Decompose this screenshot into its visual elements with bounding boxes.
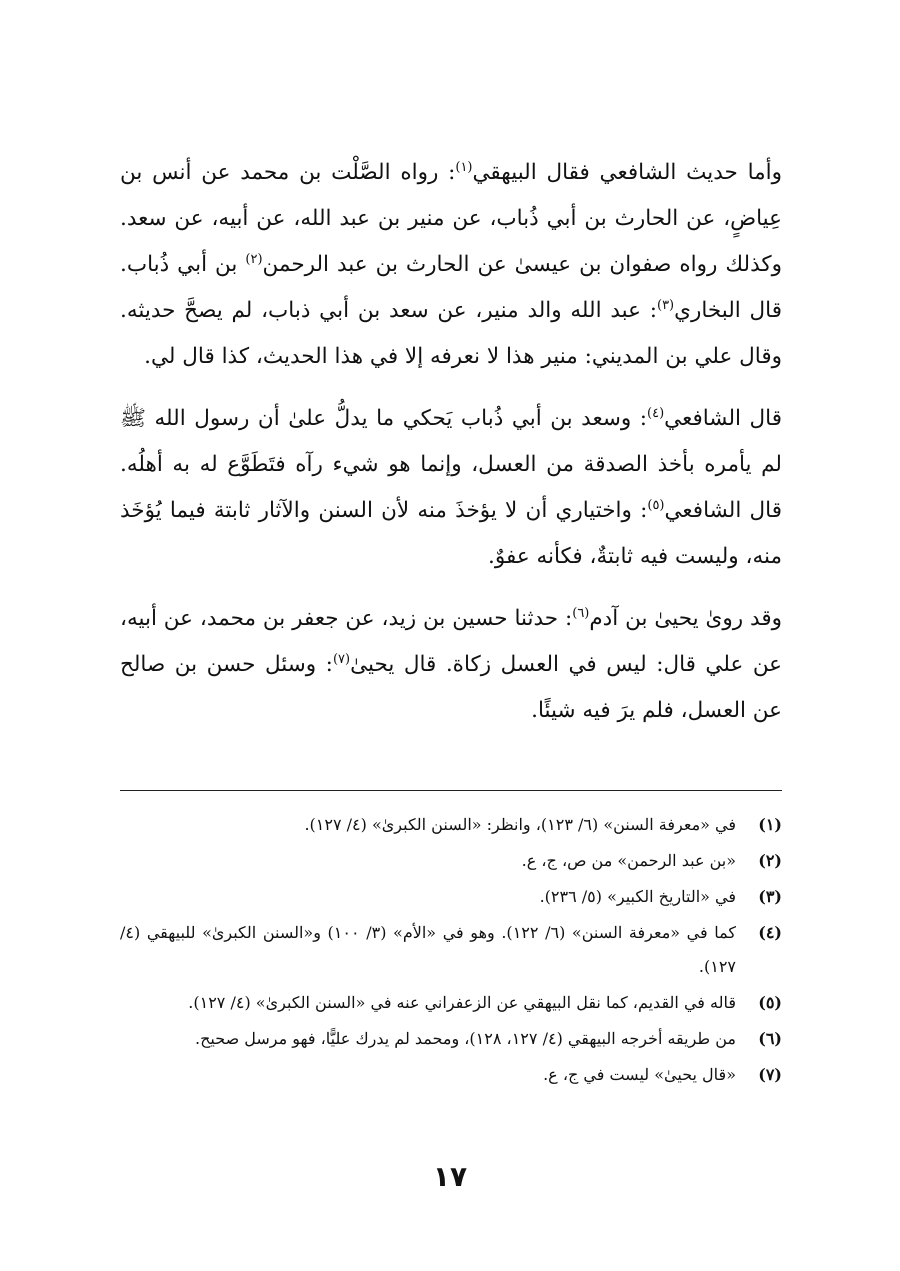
footnote bbox=[120, 1058, 782, 1092]
footnotes bbox=[120, 808, 782, 1094]
footnote bbox=[120, 844, 782, 878]
footnote-number: (٣) bbox=[758, 887, 782, 906]
footnote-text: «قال يحيىٰ» ليست في ج، ع. bbox=[543, 1065, 736, 1084]
footnote-text: كما في «معرفة السنن» (٦/ ١٢٢). وهو في «الأم» (٣/ ١٠٠) و«السنن الكبرىٰ» للبيهقي (٤/ ١٢٧). bbox=[120, 923, 737, 976]
footnote-ref[interactable]: (٧) bbox=[332, 651, 351, 667]
footnote-ref[interactable]: (٤) bbox=[647, 405, 665, 421]
footnote bbox=[120, 1022, 782, 1056]
footnote bbox=[120, 986, 782, 1020]
footnote-divider bbox=[120, 790, 782, 791]
footnote-text: قاله في القديم، كما نقل البيهقي عن الزعفراني عنه في «السنن الكبرىٰ» (٤/ ١٢٧). bbox=[188, 993, 736, 1012]
footnote-number: (٥) bbox=[758, 993, 782, 1012]
footnote bbox=[120, 880, 782, 914]
footnote-text: من طريقه أخرجه البيهقي (٤/ ١٢٧، ١٢٨)، ومحمد لم يدرك عليًّا، فهو مرسل صحيح. bbox=[195, 1029, 736, 1048]
footnote-ref[interactable]: (٣) bbox=[656, 297, 675, 313]
paragraph: وقد روىٰ يحيىٰ بن آدم$^{(٦)}$: حدثنا حسين بن زيد، عن جعفر بن محمد، عن أبيه، عن علي قال: ليس في العسل زكاة. قال يحيىٰ$^{(٧)}$: وسئل حسن بن صالح عن العسل، فلم يرَ فيه شيئًا. bbox=[120, 605, 783, 723]
footnote-number: (١) bbox=[758, 815, 782, 834]
page-number: ١٧ bbox=[432, 1160, 468, 1193]
footnote-ref[interactable]: (٢) bbox=[245, 251, 263, 267]
footnote bbox=[120, 916, 782, 984]
main-text bbox=[120, 150, 782, 734]
footnote-ref[interactable]: (٥) bbox=[647, 497, 665, 513]
footnote-text: في «معرفة السنن» (٦/ ١٢٣)، وانظر: «السنن الكبرىٰ» (٤/ ١٢٧). bbox=[304, 815, 736, 834]
footnote-text: «بن عبد الرحمن» من ص، ج، ع. bbox=[521, 851, 736, 870]
footnote-ref[interactable]: (٦) bbox=[572, 605, 590, 621]
footnote-text: في «التاريخ الكبير» (٥/ ٢٣٦). bbox=[539, 887, 736, 906]
paragraph: وأما حديث الشافعي فقال البيهقي$^{(١)}$: رواه الصَّلْت بن محمد عن أنس بن عِياضٍ، عن الحارث بن أبي ذُباب، عن منير بن عبد الله، عن أبيه، عن سعد. وكذلك رواه صفوان بن عيسىٰ عن الحارث بن عبد الرحمن$^{(٢)}$ بن أبي ذُباب. قال البخاري$^{(٣)}$: عبد الله والد منير، عن سعد بن أبي ذباب، لم يصحَّ حديثه. وقال علي بن المديني: منير هذا لا نعرفه إلا في هذا الحديث، كذا قال لي. bbox=[120, 159, 783, 369]
footnote-number: (٦) bbox=[758, 1029, 782, 1048]
footnote-ref[interactable]: (١) bbox=[455, 159, 473, 175]
footnote-number: (٤) bbox=[758, 923, 782, 942]
footnote bbox=[120, 808, 782, 842]
paragraph: قال الشافعي$^{(٤)}$: وسعد بن أبي ذُباب يَحكي ما يدلُّ علىٰ أن رسول الله ﷺ لم يأمره بأخذ الصدقة من العسل، وإنما هو شيء رآه فتَطَوَّع له به أهلُه. قال الشافعي$^{(٥)}$: واختياري أن لا يؤخذَ منه لأن السنن والآثار ثابتة فيما يُؤخَذ منه، وليست فيه ثابتةٌ، فكأنه عفوٌ. bbox=[120, 405, 782, 569]
footnote-number: (٧) bbox=[758, 1065, 782, 1084]
footnote-number: (٢) bbox=[758, 851, 782, 870]
